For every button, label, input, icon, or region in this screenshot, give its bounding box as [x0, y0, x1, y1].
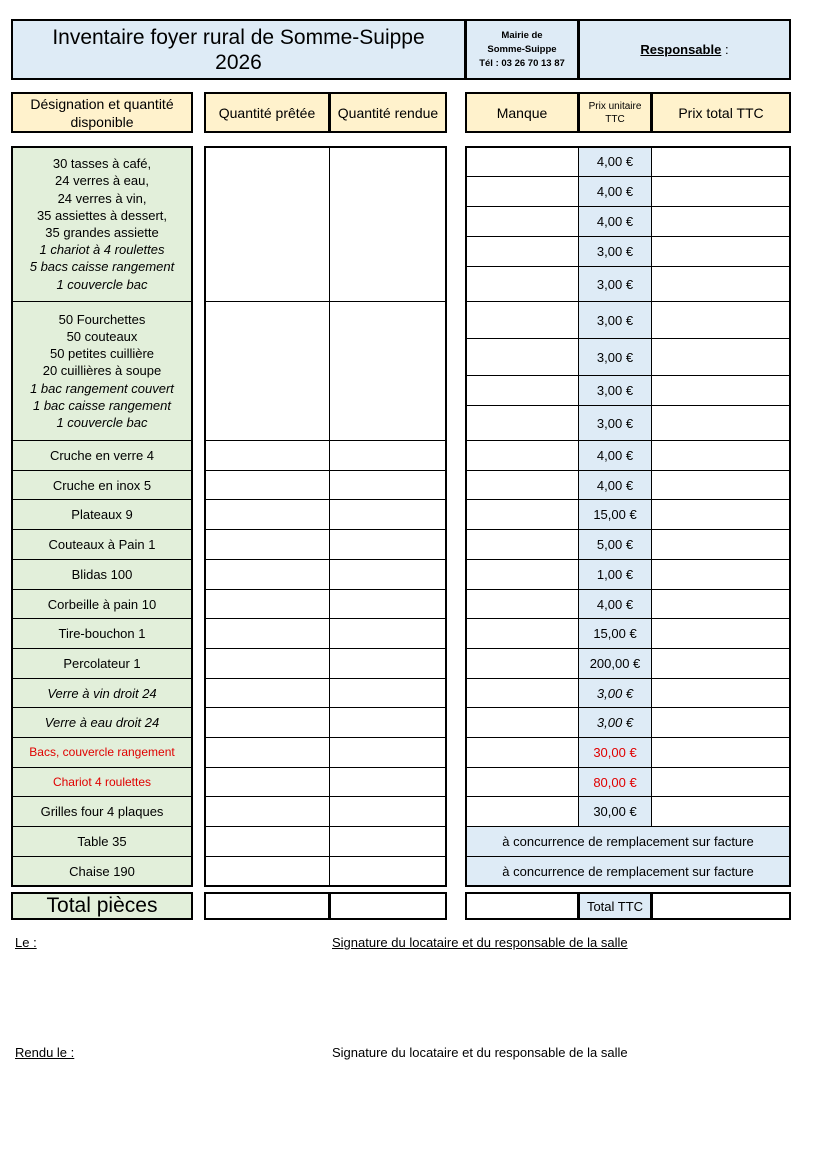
quantite-pretee-cell[interactable] [204, 648, 330, 679]
prix-unitaire-cell: 15,00 € [578, 618, 652, 649]
group-designation [11, 146, 193, 302]
quantite-pretee-cell[interactable] [204, 707, 330, 738]
mairie-line-2: Somme-Suippe [487, 43, 557, 55]
col-header-prix-unitaire [578, 92, 652, 133]
group-line: 1 bac rangement couvert [30, 380, 174, 396]
item-designation: Percolateur 1 [11, 648, 193, 679]
item-designation: Cruche en inox 5 [11, 470, 193, 500]
prix-total-cell[interactable] [651, 206, 791, 237]
total-ttc-label: Total TTC [578, 892, 652, 920]
document-title [11, 19, 466, 80]
group-line: 24 verres à vin, [57, 190, 147, 206]
manque-cell[interactable] [465, 301, 579, 339]
manque-cell[interactable] [465, 618, 579, 649]
prix-total-cell[interactable] [651, 737, 791, 768]
quantite-rendue-cell[interactable] [329, 499, 447, 530]
item-designation: Table 35 [11, 826, 193, 857]
col-header-designation: Désignation et quantité disponible [11, 92, 193, 133]
col-header-manque: Manque [465, 92, 579, 133]
prix-total-cell[interactable] [651, 589, 791, 619]
prix-unitaire-cell: 30,00 € [578, 737, 652, 768]
prix-total-cell[interactable] [651, 707, 791, 738]
manque-cell[interactable] [465, 648, 579, 679]
quantite-rendue-cell[interactable] [329, 146, 447, 302]
title-line-2: 2026 [215, 50, 262, 74]
item-designation: Tire-bouchon 1 [11, 618, 193, 649]
prix-total-cell[interactable] [651, 559, 791, 590]
total-rendue-cell[interactable] [329, 892, 447, 920]
quantite-pretee-cell[interactable] [204, 796, 330, 827]
prix-unitaire-cell: 4,00 € [578, 176, 652, 207]
group-line: 50 couteaux [66, 328, 138, 344]
quantite-rendue-cell[interactable] [329, 648, 447, 679]
item-designation: Bacs, couvercle rangement [11, 737, 193, 768]
group-line: 5 bacs caisse rangement [29, 259, 175, 275]
mairie-telephone: Tél : 03 26 70 13 87 [479, 57, 565, 69]
prix-total-cell[interactable] [651, 470, 791, 500]
prix-total-cell[interactable] [651, 648, 791, 679]
group-line: 1 chariot à 4 roulettes [39, 242, 165, 258]
manque-cell[interactable] [465, 470, 579, 500]
prix-total-cell[interactable] [651, 146, 791, 177]
title-line-1: Inventaire foyer rural de Somme-Suippe [52, 25, 425, 49]
item-designation: Grilles four 4 plaques [11, 796, 193, 827]
prix-unitaire-cell: 4,00 € [578, 146, 652, 177]
item-designation: Verre à eau droit 24 [11, 707, 193, 738]
quantite-rendue-cell[interactable] [329, 678, 447, 708]
prix-unitaire-line-1: Prix unitaire [588, 100, 642, 112]
item-designation: Chariot 4 roulettes [11, 767, 193, 797]
prix-total-cell[interactable] [651, 796, 791, 827]
total-pretee-cell[interactable] [204, 892, 330, 920]
prix-unitaire-cell: 5,00 € [578, 529, 652, 560]
quantite-pretee-cell[interactable] [204, 470, 330, 500]
date-label: Le : [15, 935, 37, 950]
prix-unitaire-cell: 4,00 € [578, 470, 652, 500]
manque-cell[interactable] [465, 589, 579, 619]
item-designation: Plateaux 9 [11, 499, 193, 530]
prix-unitaire-cell: 4,00 € [578, 440, 652, 471]
responsable-field[interactable] [578, 19, 791, 80]
manque-cell[interactable] [465, 338, 579, 376]
quantite-pretee-cell[interactable] [204, 737, 330, 768]
manque-cell[interactable] [465, 146, 579, 177]
item-designation: Blidas 100 [11, 559, 193, 590]
return-date-label: Rendu le : [15, 1045, 75, 1060]
manque-cell[interactable] [465, 737, 579, 768]
replacement-note: à concurrence de remplacement sur facture [465, 856, 791, 887]
quantite-pretee-cell[interactable] [204, 440, 330, 471]
group-designation [11, 301, 193, 441]
col-header-rendue: Quantité rendue [329, 92, 447, 133]
prix-unitaire-cell: 4,00 € [578, 206, 652, 237]
prix-unitaire-cell: 80,00 € [578, 767, 652, 797]
item-designation: Corbeille à pain 10 [11, 589, 193, 619]
group-line: 50 Fourchettes [58, 311, 146, 327]
group-line: 35 assiettes à dessert, [36, 207, 168, 223]
responsable-label: Responsable [640, 42, 722, 57]
item-designation: Chaise 190 [11, 856, 193, 887]
quantite-pretee-cell[interactable] [204, 529, 330, 560]
prix-unitaire-cell: 3,00 € [578, 236, 652, 267]
quantite-pretee-cell[interactable] [204, 678, 330, 708]
manque-cell[interactable] [465, 529, 579, 560]
quantite-pretee-cell[interactable] [204, 301, 330, 441]
prix-total-cell[interactable] [651, 338, 791, 376]
quantite-pretee-cell[interactable] [204, 559, 330, 590]
manque-cell[interactable] [465, 767, 579, 797]
quantite-pretee-cell[interactable] [204, 826, 330, 857]
prix-unitaire-cell: 3,00 € [578, 301, 652, 339]
prix-unitaire-cell: 200,00 € [578, 648, 652, 679]
group-line: 24 verres à eau, [55, 173, 149, 189]
prix-total-cell[interactable] [651, 767, 791, 797]
manque-cell[interactable] [465, 796, 579, 827]
quantite-rendue-cell[interactable] [329, 440, 447, 471]
col-header-pretee: Quantité prêtée [204, 92, 330, 133]
mairie-line-1: Mairie de [501, 29, 543, 41]
quantite-rendue-cell[interactable] [329, 826, 447, 857]
quantite-rendue-cell[interactable] [329, 470, 447, 500]
quantite-pretee-cell[interactable] [204, 618, 330, 649]
quantite-rendue-cell[interactable] [329, 559, 447, 590]
prix-total-cell[interactable] [651, 236, 791, 267]
mairie-contact [465, 19, 579, 80]
manque-cell[interactable] [465, 499, 579, 530]
prix-unitaire-cell: 3,00 € [578, 707, 652, 738]
total-pieces-label: Total pièces [11, 892, 193, 920]
group-line: 1 bac caisse rangement [32, 397, 172, 413]
manque-cell[interactable] [465, 266, 579, 302]
prix-unitaire-cell: 3,00 € [578, 338, 652, 376]
group-line: 30 tasses à café, [52, 156, 152, 172]
prix-total-cell[interactable] [651, 301, 791, 339]
quantite-pretee-cell[interactable] [204, 767, 330, 797]
prix-unitaire-cell: 3,00 € [578, 266, 652, 302]
prix-total-cell[interactable] [651, 176, 791, 207]
quantite-rendue-cell[interactable] [329, 301, 447, 441]
quantite-rendue-cell[interactable] [329, 707, 447, 738]
manque-cell[interactable] [465, 206, 579, 237]
prix-total-cell[interactable] [651, 375, 791, 406]
quantite-rendue-cell[interactable] [329, 529, 447, 560]
prix-total-cell[interactable] [651, 529, 791, 560]
quantite-pretee-cell[interactable] [204, 499, 330, 530]
manque-cell[interactable] [465, 440, 579, 471]
prix-total-cell[interactable] [651, 440, 791, 471]
item-designation: Cruche en verre 4 [11, 440, 193, 471]
prix-total-cell[interactable] [651, 618, 791, 649]
manque-cell[interactable] [465, 405, 579, 441]
prix-unitaire-cell: 3,00 € [578, 678, 652, 708]
prix-unitaire-cell: 1,00 € [578, 559, 652, 590]
group-line: 1 couvercle bac [56, 415, 148, 430]
quantite-rendue-cell[interactable] [329, 767, 447, 797]
prix-total-cell[interactable] [651, 499, 791, 530]
group-line: 35 grandes assiette [45, 225, 159, 240]
manque-cell[interactable] [465, 559, 579, 590]
manque-cell[interactable] [465, 678, 579, 708]
prix-total-cell[interactable] [651, 678, 791, 708]
col-header-prix-total: Prix total TTC [651, 92, 791, 133]
quantite-pretee-cell[interactable] [204, 856, 330, 887]
prix-unitaire-cell: 30,00 € [578, 796, 652, 827]
group-line: 1 couvercle bac [56, 276, 148, 292]
manque-cell[interactable] [465, 236, 579, 267]
responsable-colon: : [724, 42, 729, 57]
quantite-rendue-cell[interactable] [329, 618, 447, 649]
quantite-pretee-cell[interactable] [204, 589, 330, 619]
prix-total-cell[interactable] [651, 405, 791, 441]
manque-cell[interactable] [465, 707, 579, 738]
prix-total-cell[interactable] [651, 266, 791, 302]
prix-unitaire-line-2: TTC [605, 113, 625, 125]
manque-cell[interactable] [465, 375, 579, 406]
item-designation: Verre à vin droit 24 [11, 678, 193, 708]
signature-label: Signature du locataire et du responsable de la salle [332, 935, 628, 950]
quantite-rendue-cell[interactable] [329, 589, 447, 619]
prix-unitaire-cell: 3,00 € [578, 375, 652, 406]
quantite-pretee-cell[interactable] [204, 146, 330, 302]
item-designation: Couteaux à Pain 1 [11, 529, 193, 560]
total-ttc-value[interactable] [651, 892, 791, 920]
prix-unitaire-cell: 3,00 € [578, 405, 652, 441]
group-line: 50 petites cuillière [49, 346, 155, 362]
return-signature-label: Signature du locataire et du responsable de la salle [332, 1045, 628, 1060]
total-manque-cell[interactable] [465, 892, 579, 920]
quantite-rendue-cell[interactable] [329, 737, 447, 768]
prix-unitaire-cell: 4,00 € [578, 589, 652, 619]
prix-unitaire-cell: 15,00 € [578, 499, 652, 530]
replacement-note: à concurrence de remplacement sur facture [465, 826, 791, 857]
manque-cell[interactable] [465, 176, 579, 207]
group-line: 20 cuillières à soupe [42, 363, 162, 379]
quantite-rendue-cell[interactable] [329, 856, 447, 887]
quantite-rendue-cell[interactable] [329, 796, 447, 827]
